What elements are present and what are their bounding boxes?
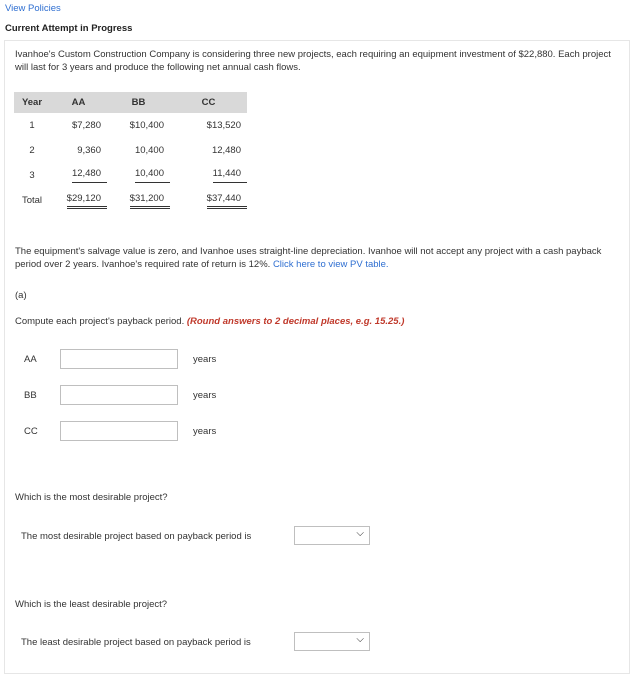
cc-cell: 11,440 — [213, 168, 247, 183]
answer-label-cc: CC — [24, 426, 38, 437]
payback-input-bb[interactable] — [60, 385, 178, 405]
header-cc: CC — [170, 92, 247, 113]
cash-flow-table — [14, 92, 247, 213]
total-label: Total — [21, 195, 43, 206]
cc-total: $37,440 — [207, 193, 247, 209]
table-total-row — [14, 188, 247, 213]
view-policies-link[interactable]: View Policies — [5, 3, 61, 14]
chevron-down-icon: ⌵ — [356, 634, 364, 645]
pv-table-link[interactable]: Click here to view PV table. — [272, 259, 389, 270]
answer-label-bb: BB — [24, 390, 37, 401]
bb-cell: 10,400 — [134, 145, 164, 156]
table-header-row — [14, 92, 247, 113]
aa-cell: 12,480 — [72, 168, 107, 183]
aa-cell: 9,360 — [77, 145, 101, 156]
least-desirable-select[interactable] — [294, 632, 370, 651]
part-a-label: (a) — [15, 290, 27, 301]
aa-total: $29,120 — [67, 193, 107, 209]
year-cell: 2 — [29, 145, 35, 156]
info-text: The equipment's salvage value is zero, and Ivanhoe uses straight-line depreciation. Ivanhoe will not accept any project with a cash payback period over 2 years. Ivanhoe's required rate of return is 12%. — [15, 246, 602, 270]
header-year: Year — [14, 92, 50, 113]
aa-cell: $7,280 — [71, 120, 101, 131]
bb-total: $31,200 — [130, 193, 170, 209]
table-row — [14, 113, 247, 138]
attempt-status: Current Attempt in Progress — [5, 23, 133, 34]
header-bb: BB — [107, 92, 170, 113]
unit-aa: years — [193, 354, 217, 365]
cc-cell: 12,480 — [211, 145, 241, 156]
table-row — [14, 138, 247, 163]
most-desirable-statement: The most desirable project based on payback period is — [21, 531, 252, 542]
year-cell: 3 — [29, 170, 35, 181]
most-desirable-select[interactable] — [294, 526, 370, 545]
unit-bb: years — [193, 390, 217, 401]
payback-input-cc[interactable] — [60, 421, 178, 441]
part-a-question: Compute each project's payback period. — [15, 316, 185, 327]
header-aa: AA — [50, 92, 107, 113]
cc-cell: $13,520 — [206, 120, 241, 131]
most-desirable-question: Which is the most desirable project? — [15, 492, 168, 503]
chevron-down-icon: ⌵ — [356, 528, 364, 539]
part-a-prompt — [15, 316, 404, 327]
least-desirable-question: Which is the least desirable project? — [15, 599, 168, 610]
bb-cell: 10,400 — [135, 168, 170, 183]
table-row — [14, 163, 247, 188]
bb-cell: $10,400 — [129, 120, 164, 131]
least-desirable-statement: The least desirable project based on payback period is — [21, 637, 251, 648]
info-paragraph — [15, 245, 625, 271]
unit-cc: years — [193, 426, 217, 437]
rounding-instruction: (Round answers to 2 decimal places, e.g. 15.25.) — [186, 316, 405, 327]
answer-label-aa: AA — [24, 354, 37, 365]
problem-text: Ivanhoe's Custom Construction Company is considering three new projects, each requiring an equipment investment of $22,880. Each project will last for 3 years and produce the following net annual cash flows. — [15, 49, 611, 73]
year-cell: 1 — [29, 120, 35, 131]
payback-input-aa[interactable] — [60, 349, 178, 369]
